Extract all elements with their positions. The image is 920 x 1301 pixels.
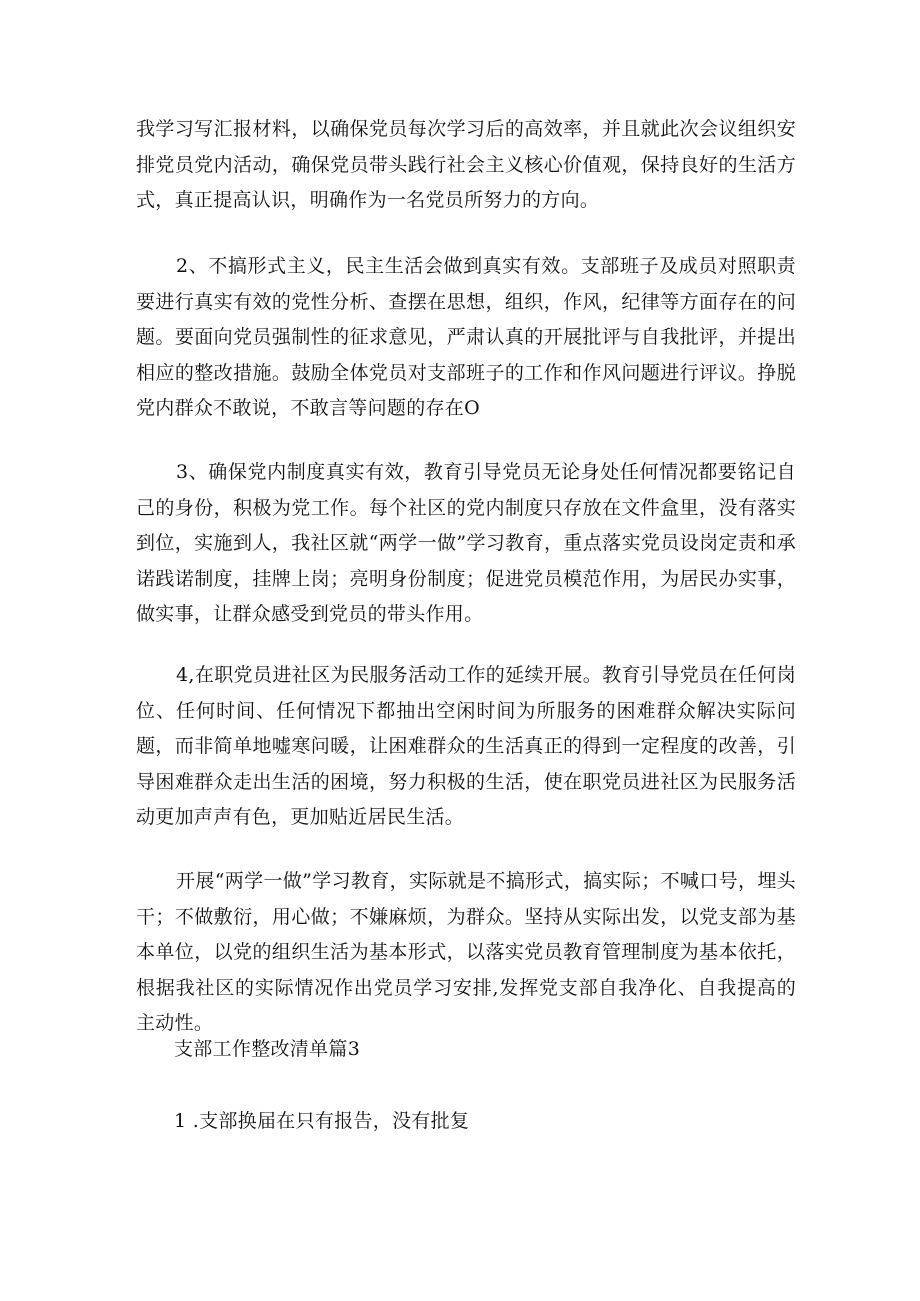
paragraph-item-2: 2、不搞形式主义，民主生活会做到真实有效。支部班子及成员对照职责要进行真实有效的党性分析、查摆在思想，组织，作风，纪律等方面存在的问题。要面向党员强制性的征求意见，严肃认真的开展批评与自我批评，并提出相应的整改措施。鼓励全体党员对支部班子的工作和作风问题进行评议。挣脱党内群众不敢说，不敢言等问题的存在O — [136, 255, 796, 419]
list-item-1: 1 .支部换届在只有报告，没有批复 — [174, 1110, 470, 1132]
paragraph-item-3: 3、确保党内制度真实有效，教育引导党员无论身处任何情况都要铭记自己的身份，积极为党工作。每个社区的党内制度只存放在文件盒里，没有落实到位，实施到人，我社区就“两学一做”学习教育，重点落实党员设岗定责和承诺践诺制度，挂牌上岗；亮明身份制度；促进党员模范作用，为居民办实事，做实事，让群众感受到党员的带头作用。 — [136, 461, 796, 625]
paragraph-summary: 开展“两学一做”学习教育，实际就是不搞形式，搞实际；不喊口号，埋头干；不做敷衍，用心做；不嫌麻烦，为群众。坚持从实际出发，以党支部为基本单位，以党的组织生活为基本形式，以落实党员教育管理制度为基本依托，根据我社区的实际情况作出党员学习安排,发挥党支部自我净化、自我提高的主动性。 — [136, 870, 796, 1034]
paragraph-item-4: 4,在职党员进社区为民服务活动工作的延续开展。教育引导党员在任何岗位、任何时间、任何情况下都抽出空闲时间为所服务的困难群众解决实际问题，而非简单地嘘寒问暖，让困难群众的生活真正的得到一定程度的改善，引导困难群众走出生活的困境，努力积极的生活，使在职党员进社区为民服务活动更加声声有色，更加贴近居民生活。 — [136, 664, 796, 828]
paragraph-continuation: 我学习写汇报材料，以确保党员每次学习后的高效率，并且就此次会议组织安排党员党内活动，确保党员带头践行社会主义核心价值观，保持良好的生活方式，真正提高认识，明确作为一名党员所努力的方向。 — [136, 118, 796, 211]
section-heading: 支部工作整改清单篇3 — [174, 1038, 361, 1060]
